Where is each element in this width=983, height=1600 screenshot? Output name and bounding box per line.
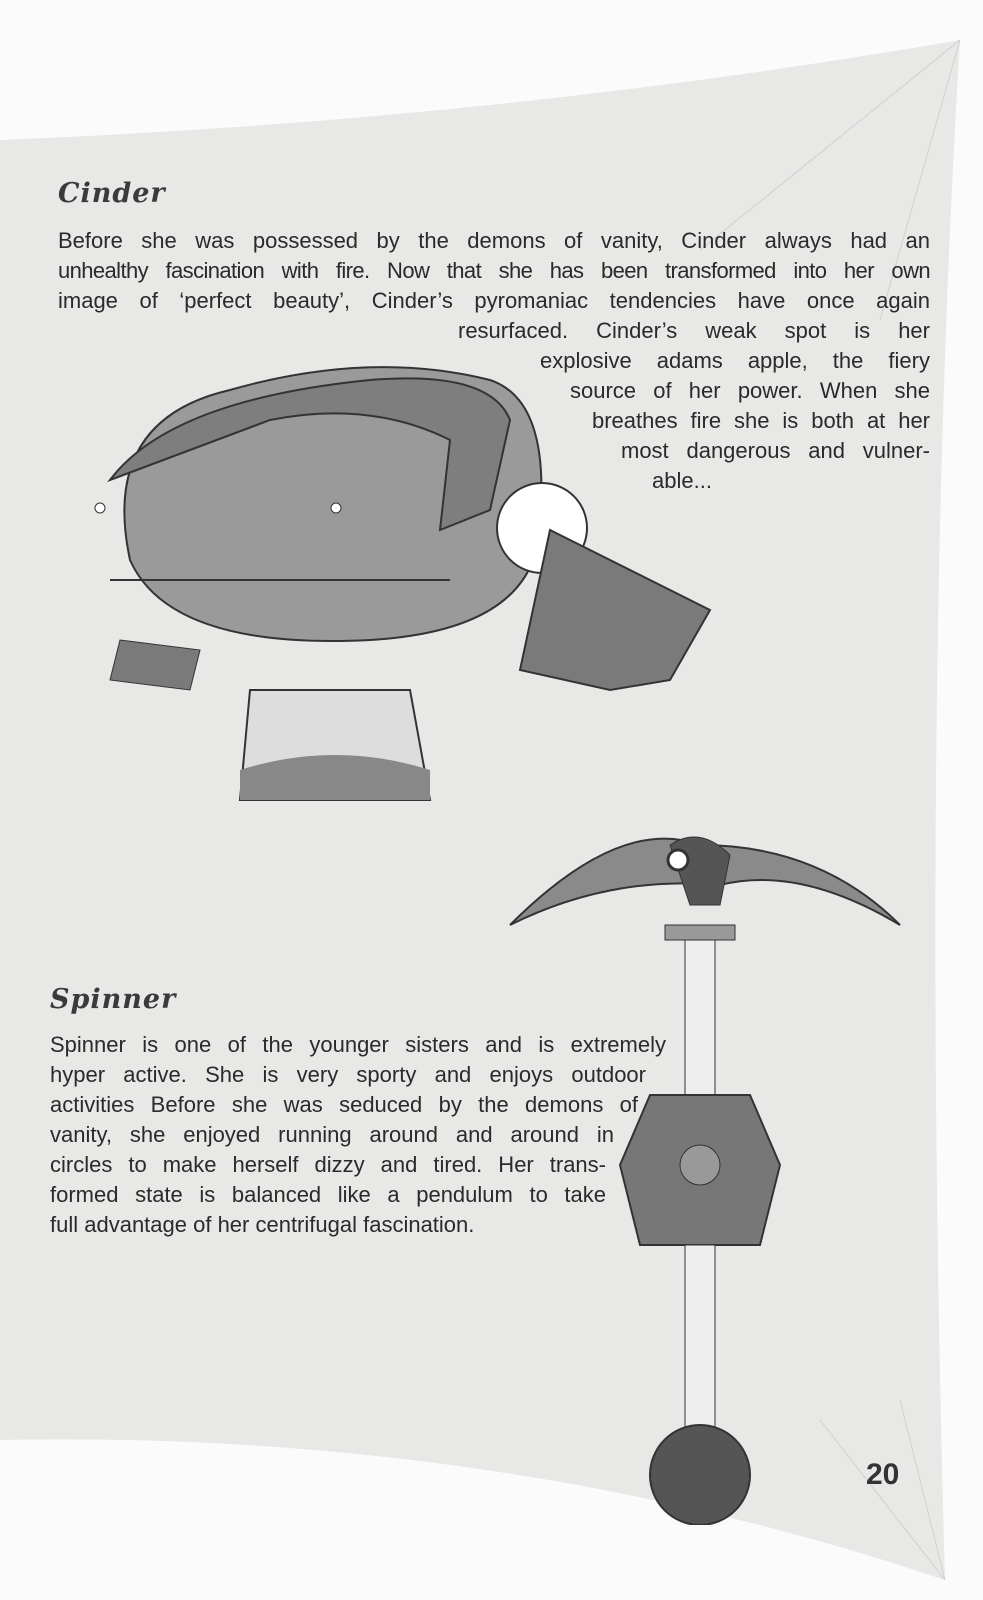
text-line: circles to make herself dizzy and tired. Her trans- — [50, 1152, 606, 1177]
text-line: image of ‘perfect beauty’, Cinder’s pyromaniac tendencies have once again — [58, 288, 930, 313]
text-line: activities Before she was seduced by the demons of — [50, 1092, 638, 1117]
text-line: resurfaced. Cinder’s weak spot is her — [458, 318, 930, 343]
text-line: Before she was possessed by the demons of vanity, Cinder always had an — [58, 228, 930, 253]
text-line: hyper active. She is very sporty and enjoys outdoor — [50, 1062, 646, 1087]
text-line: most dangerous and vulner- — [621, 438, 930, 463]
text-line: explosive adams apple, the fiery — [540, 348, 930, 373]
text-line: able... — [652, 468, 712, 493]
spinner-title: Spinner — [50, 984, 177, 1015]
text-line: vanity, she enjoyed running around and around in — [50, 1122, 614, 1147]
text-line: full advantage of her centrifugal fascination. — [50, 1212, 475, 1237]
text-line: unhealthy fascination with fire. Now that she has been transformed into her own — [58, 258, 930, 283]
text-line: Spinner is one of the younger sisters and is extremely — [50, 1032, 666, 1057]
cinder-title: Cinder — [58, 178, 166, 209]
text-line: source of her power. When she — [570, 378, 930, 403]
text-line: formed state is balanced like a pendulum to take — [50, 1182, 606, 1207]
page-number: 20 — [866, 1458, 900, 1491]
text-line: breathes fire she is both at her — [592, 408, 930, 433]
